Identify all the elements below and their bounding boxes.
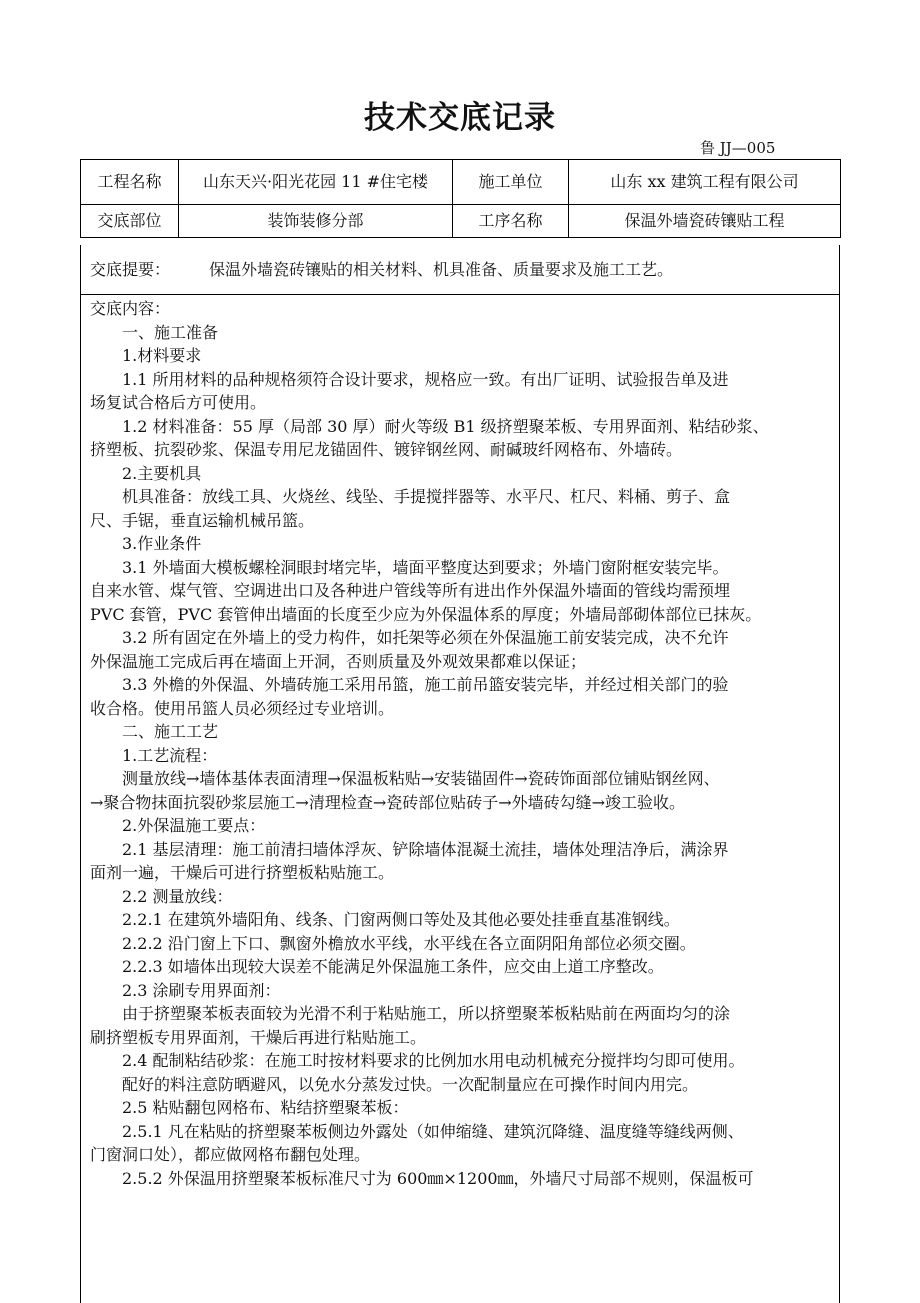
- content-line: 1.2 材料准备：55 厚（局部 30 厚）耐火等级 B1 级挤塑聚苯板、专用界面剂、粘结砂浆、: [122, 416, 769, 436]
- content-line: 3.作业条件: [122, 534, 202, 553]
- content-line: 挤塑板、抗裂砂浆、保温专用尼龙锚固件、镀锌钢丝网、耐碱玻纤网格布、外墙砖。: [90, 440, 683, 459]
- header-table: [80, 159, 841, 238]
- content-line: 2.主要机具: [122, 463, 202, 483]
- content-line: 刷挤塑板专用界面剂，干燥后再进行粘贴施工。: [90, 1027, 427, 1047]
- content-line: 门窗洞口处），都应做网格布翻包处理。: [90, 1145, 371, 1164]
- unit-value: 山东 xx 建筑工程有限公司: [569, 160, 841, 205]
- content-line: 测量放线→墙体基体表面清理→保温板粘贴→安装锚固件→瓷砖饰面部位铺贴钢丝网、: [122, 769, 720, 788]
- content-line: 1.1 所用材料的品种规格须符合设计要求，规格应一致。有出厂证明、试验报告单及进: [122, 369, 729, 389]
- project-value: 山东天兴·阳光花园 11 #住宅楼: [179, 160, 453, 205]
- content-line: 面剂一遍，干燥后可进行挤塑板粘贴施工。: [90, 863, 395, 882]
- process-label: 工序名称: [453, 205, 569, 238]
- content-line: 交底内容：: [90, 299, 171, 318]
- content-line: 2.2 测量放线：: [122, 886, 233, 906]
- content-line: →聚合物抹面抗裂砂浆层施工→清理检查→瓷砖部位贴砖子→外墙砖勾缝→竣工验收。: [90, 792, 686, 812]
- content-line: 2.3 涂刷专用界面剂：: [122, 980, 281, 1000]
- content-line: 3.3 外檐的外保温、外墙砖施工采用吊篮，施工前吊篮安装完毕，并经过相关部门的验: [122, 675, 729, 694]
- project-label: 工程名称: [81, 160, 179, 205]
- content-line: 2.2.2 沿门窗上下口、飘窗外檐放水平线，水平线在各立面阴阳角部位必须交圈。: [122, 933, 696, 953]
- content-line: PVC 套管，PVC 套管伸出墙面的长度至少应为外保温体系的厚度；外墙局部砌体部位已抹灰。: [90, 604, 762, 624]
- document-code: 鲁 JJ—005: [700, 139, 776, 157]
- content-line: 2.5.1 凡在粘贴的挤塑聚苯板侧边外露处（如伸缩缝、建筑沉降缝、温度缝等缝线两侧、: [122, 1121, 744, 1141]
- content-line: 二、施工工艺: [122, 722, 219, 741]
- content-line: 3.1 外墙面大模板螺栓洞眼封堵完毕，墙面平整度达到要求；外墙门窗附框安装完毕。: [122, 557, 729, 577]
- summary-row: [80, 245, 840, 295]
- content-line: 由于挤塑聚苯板表面较为光滑不利于粘贴施工，所以挤塑聚苯板粘贴前在两面均匀的涂: [122, 1004, 731, 1023]
- content-line: 2.2.3 如墙体出现较大误差不能满足外保温施工条件，应交由上道工序整改。: [122, 957, 664, 976]
- content-line: 2.1 基层清理：施工前清扫墙体浮灰、铲除墙体混凝土流挂，墙体处理洁净后，满涂界: [122, 839, 729, 859]
- content-line: 2.5.2 外保温用挤塑聚苯板标准尺寸为 600㎜×1200㎜，外墙尺寸局部不规则，保温板可: [122, 1168, 754, 1188]
- content-line: 1.工艺流程：: [122, 745, 218, 765]
- summary-label: 交底提要：: [90, 260, 171, 279]
- part-value: 装饰装修分部: [179, 205, 453, 238]
- content-line: 尺、手锯，垂直运输机械吊篮。: [90, 510, 315, 530]
- content-line: 配好的料注意防晒避风，以免水分蒸发过快。一次配制量应在可操作时间内用完。: [122, 1074, 699, 1094]
- content-line: 外保温施工完成后再在墙面上开洞，否则质量及外观效果都难以保证；: [90, 651, 587, 671]
- summary-text: 保温外墙瓷砖镶贴的相关材料、机具准备、质量要求及施工工艺。: [209, 260, 674, 279]
- part-label: 交底部位: [81, 205, 179, 238]
- document-title: 技术交底记录: [364, 100, 556, 136]
- content-line: 2.外保温施工要点：: [122, 816, 266, 835]
- process-value: 保温外墙瓷砖镶贴工程: [569, 205, 841, 238]
- content-line: 机具准备：放线工具、火烧丝、线坠、手提搅拌器等、水平尺、杠尺、料桶、剪子、盒: [122, 487, 731, 506]
- content-line: 收合格。使用吊篮人员必须经过专业培训。: [90, 698, 395, 718]
- content-lines: [81, 295, 839, 1190]
- content-line: 3.2 所有固定在外墙上的受力构件，如托架等必须在外保温施工前安装完成，决不允许: [122, 628, 729, 647]
- content-line: 2.2.1 在建筑外墙阳角、线条、门窗两侧口等处及其他必要处挂垂直基准钢线。: [122, 910, 680, 929]
- content-line: 自来水管、煤气管、空调进出口及各种进户管线等所有进出作外保温外墙面的管线均需预埋: [90, 581, 731, 600]
- content-line: 1.材料要求: [122, 346, 202, 365]
- content-line: 一、施工准备: [122, 322, 219, 342]
- content-line: 2.5 粘贴翻包网格布、粘结挤塑聚苯板：: [122, 1098, 409, 1117]
- unit-label: 施工单位: [453, 160, 569, 205]
- content-line: 场复试合格后方可使用。: [90, 393, 267, 412]
- content-box: [80, 294, 840, 1303]
- content-line: 2.4 配制粘结砂浆：在施工时按材料要求的比例加水用电动机械充分搅拌均匀即可使用。: [122, 1051, 745, 1070]
